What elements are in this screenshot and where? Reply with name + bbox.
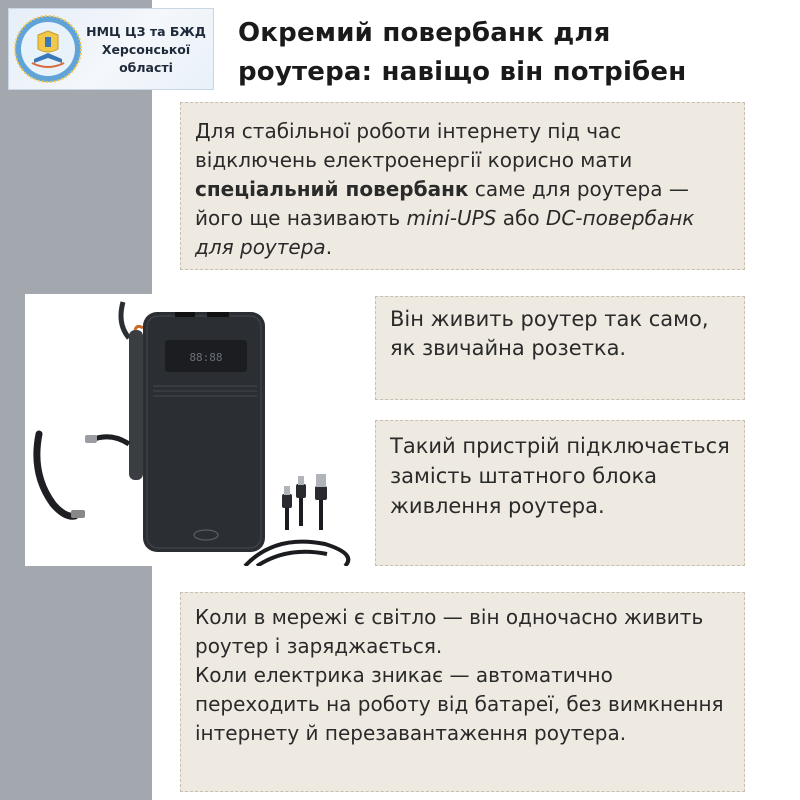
operation-text-2: Коли електрика зникає — автоматично переходить на роботу від батареї, без вимкнення інтернету й перезавантаження роутера. — [195, 663, 724, 745]
info-card-operation — [180, 592, 745, 792]
lanyard — [121, 302, 129, 338]
logo-line-2: Херсонської — [101, 42, 191, 57]
title-line-2: роутера: навіщо він потрібен — [238, 57, 687, 87]
intro-text-2: саме для роутера — його ще називають — [195, 177, 689, 230]
intro-text-4: . — [325, 235, 333, 259]
display-readout: 88:88 — [189, 351, 223, 364]
intro-bold-term: спеціальний повербанк — [195, 177, 469, 201]
logo-line-3: області — [119, 60, 173, 75]
cable-connector — [85, 435, 97, 443]
dc-plug-icon — [282, 494, 292, 508]
usb-lamp — [37, 434, 75, 516]
replacement-text: Такий пристрій підключається замість штатного блока живлення роутера. — [390, 434, 730, 518]
logo-line-1: НМЦ ЦЗ та БЖД — [86, 24, 206, 39]
intro-italic-term-1: mini-UPS — [406, 206, 497, 230]
side-cable — [129, 330, 143, 480]
intro-text-1: Для стабільної роботи інтернету під час відключень електроенергії корисно мати — [195, 119, 633, 172]
intro-text-3: або — [496, 206, 546, 230]
title-line-1: Окремий повербанк для — [238, 18, 611, 48]
organization-logo — [8, 8, 214, 90]
powerbank-illustration — [25, 294, 357, 566]
socket-text: Він живить роутер так само, як звичайна розетка. — [390, 307, 709, 360]
usb-plug-icon — [315, 486, 327, 500]
intro-italic-term-2: DC-повербанк для роутера — [195, 206, 695, 259]
operation-text-1: Коли в мережі є світло — він одночасно живить роутер і заряджається. — [195, 605, 704, 658]
info-card-replacement — [375, 420, 745, 566]
emblem-icon — [12, 13, 84, 85]
info-card-socket — [375, 296, 745, 400]
powerbank-photo — [25, 294, 357, 566]
page-title — [238, 14, 793, 92]
intro-card — [180, 102, 745, 270]
